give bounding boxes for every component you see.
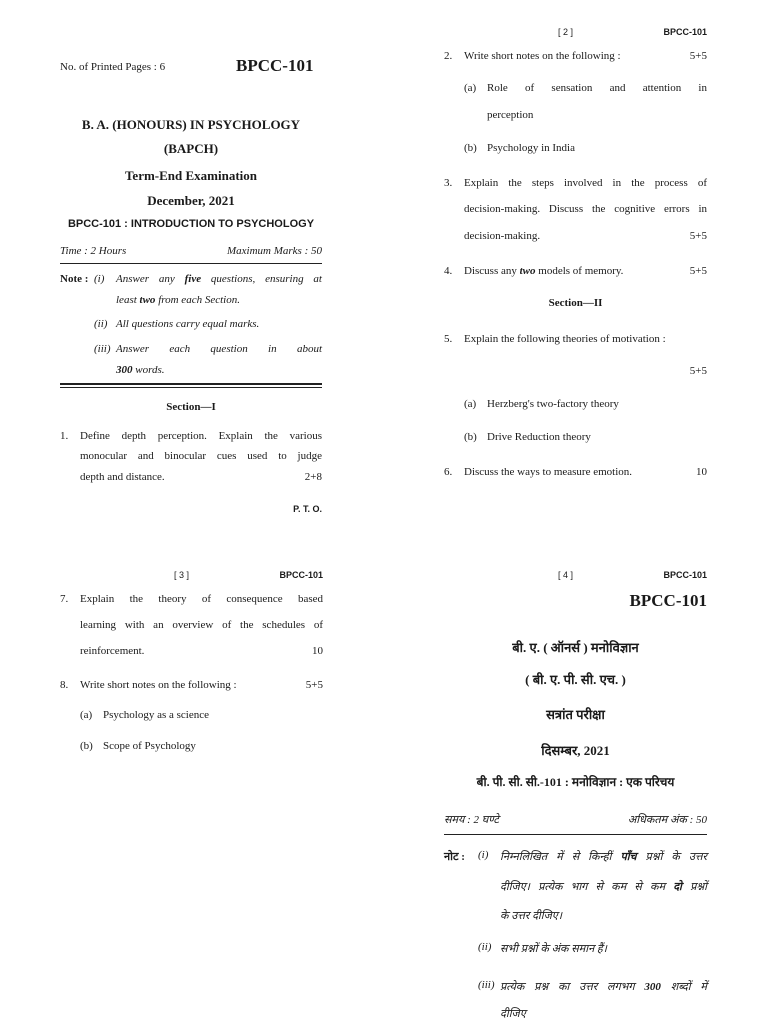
course-code-small: BPCC-101 <box>279 570 323 580</box>
course-code-small: BPCC-101 <box>663 27 707 37</box>
note-iii-num: (iii) <box>478 979 495 991</box>
subquestion-label: (a) <box>464 398 477 410</box>
question-5a: Herzberg's two-factory theory <box>487 398 619 410</box>
exam-title: सत्रांत परीक्षा <box>546 707 605 722</box>
question-1-line2: monocular and binocular cues used to judge <box>80 450 322 462</box>
note-i-line3: के उत्तर दीजिए। <box>500 910 563 922</box>
question-number: 2. <box>444 50 453 62</box>
divider-thin <box>60 387 322 388</box>
time-allowed: Time : 2 Hours <box>60 245 127 257</box>
page-number: [ 2 ] <box>558 27 574 37</box>
course-title: बी. पी. सी. सी.-101 : मनोविज्ञान : एक परिचय <box>476 775 675 789</box>
question-4: Discuss any two models of memory. <box>464 265 624 277</box>
note-ii-num: (ii) <box>478 941 492 953</box>
page-number: [ 3 ] <box>174 570 190 580</box>
note-ii: All questions carry equal marks. <box>116 318 260 330</box>
question-3-line3: decision-making. <box>464 230 541 242</box>
note-i-line2: least two from each Section. <box>116 294 240 306</box>
note-i-line2: दीजिए। प्रत्येक भाग से कम से कम दो प्रश्नों <box>500 881 707 893</box>
please-turn-over: P. T. O. <box>293 504 322 514</box>
subquestion-label: (a) <box>80 709 93 721</box>
question-3-marks: 5+5 <box>689 230 707 242</box>
note-label: नोट : <box>444 851 465 863</box>
divider <box>60 263 322 264</box>
question-8a: Psychology as a science <box>103 709 209 721</box>
divider-thick <box>60 383 322 385</box>
note-i-num: (i) <box>478 849 489 861</box>
note-iii-line2: 300 words. <box>116 364 165 376</box>
question-7-line2: learning with an overview of the schedules of <box>80 619 323 631</box>
subquestion-label: (b) <box>80 740 93 752</box>
question-2-marks: 5+5 <box>689 50 707 62</box>
note-ii-num: (ii) <box>94 318 108 330</box>
programme-title: बी. ए. ( ऑनर्स ) मनोविज्ञान <box>512 640 639 655</box>
subquestion-label: (b) <box>464 142 477 154</box>
course-title: BPCC-101 : INTRODUCTION TO PSYCHOLOGY <box>67 218 315 230</box>
question-number: 3. <box>444 177 453 189</box>
note-iii-line2: दीजिए <box>500 1008 526 1020</box>
section-heading: Section—I <box>166 401 216 413</box>
question-1-line3: depth and distance. <box>80 471 165 483</box>
programme-title: B. A. (HONOURS) IN PSYCHOLOGY <box>81 117 301 132</box>
question-1-line1: Define depth perception. Explain the various <box>80 430 322 442</box>
page-number: [ 4 ] <box>558 570 574 580</box>
exam-title: Term-End Examination <box>124 168 258 183</box>
question-3-line1: Explain the steps involved in the process of <box>464 177 707 189</box>
question-number: 8. <box>60 679 69 691</box>
question-2: Write short notes on the following : <box>464 50 621 62</box>
question-2a-line2: perception <box>487 109 534 121</box>
course-code-header: BPCC-101 <box>236 56 314 75</box>
question-2a-line1: Role of sensation and attention in <box>487 82 707 94</box>
question-8b: Scope of Psychology <box>103 740 196 752</box>
question-number: 6. <box>444 466 453 478</box>
exam-date: December, 2021 <box>147 193 235 208</box>
question-5: Explain the following theories of motivation : <box>464 333 666 345</box>
question-5-marks: 5+5 <box>689 365 707 377</box>
question-4-marks: 5+5 <box>689 265 707 277</box>
note-iii-num: (iii) <box>94 343 111 355</box>
question-8-marks: 5+5 <box>305 679 323 691</box>
note-iii-line1: Answer each question in about <box>116 343 322 355</box>
programme-abbr: ( बी. ए. पी. सी. एच. ) <box>525 672 626 687</box>
question-number: 5. <box>444 333 453 345</box>
programme-abbr: (BAPCH) <box>163 141 219 156</box>
question-7-line3: reinforcement. <box>80 645 145 657</box>
question-6-marks: 10 <box>696 466 707 478</box>
question-3-line2: decision-making. Discuss the cognitive errors in <box>464 203 707 215</box>
section-heading: Section—II <box>548 297 603 309</box>
time-allowed: समय : 2 घण्टे <box>444 814 499 826</box>
note-iii-line1: प्रत्येक प्रश्न का उत्तर लगभग 300 शब्दों में <box>500 981 707 993</box>
course-code-small: BPCC-101 <box>663 570 707 580</box>
question-2b: Psychology in India <box>487 142 575 154</box>
printed-pages: No. of Printed Pages : 6 <box>60 61 166 73</box>
divider <box>444 834 707 835</box>
course-code-header: BPCC-101 <box>629 591 707 610</box>
question-number: 7. <box>60 593 69 605</box>
question-5b: Drive Reduction theory <box>487 431 591 443</box>
subquestion-label: (b) <box>464 431 477 443</box>
subquestion-label: (a) <box>464 82 477 94</box>
maximum-marks: अधिकतम अंक : 50 <box>627 814 707 826</box>
maximum-marks: Maximum Marks : 50 <box>226 245 322 257</box>
question-number: 1. <box>60 430 69 442</box>
note-i-line1: Answer any five questions, ensuring at <box>116 273 322 285</box>
note-i-num: (i) <box>94 273 105 285</box>
note-i-line1: निम्नलिखित में से किन्हीं पाँच प्रश्नों के उत्तर <box>500 851 707 863</box>
note-ii: सभी प्रश्नों के अंक समान हैं। <box>500 943 607 955</box>
question-8: Write short notes on the following : <box>80 679 237 691</box>
question-7-line1: Explain the theory of consequence based <box>80 593 323 605</box>
question-1-marks: 2+8 <box>304 471 322 483</box>
exam-date: दिसम्बर, 2021 <box>541 743 610 758</box>
question-6: Discuss the ways to measure emotion. <box>464 466 633 478</box>
note-label: Note : <box>60 273 89 285</box>
question-7-marks: 10 <box>312 645 323 657</box>
question-number: 4. <box>444 265 453 277</box>
